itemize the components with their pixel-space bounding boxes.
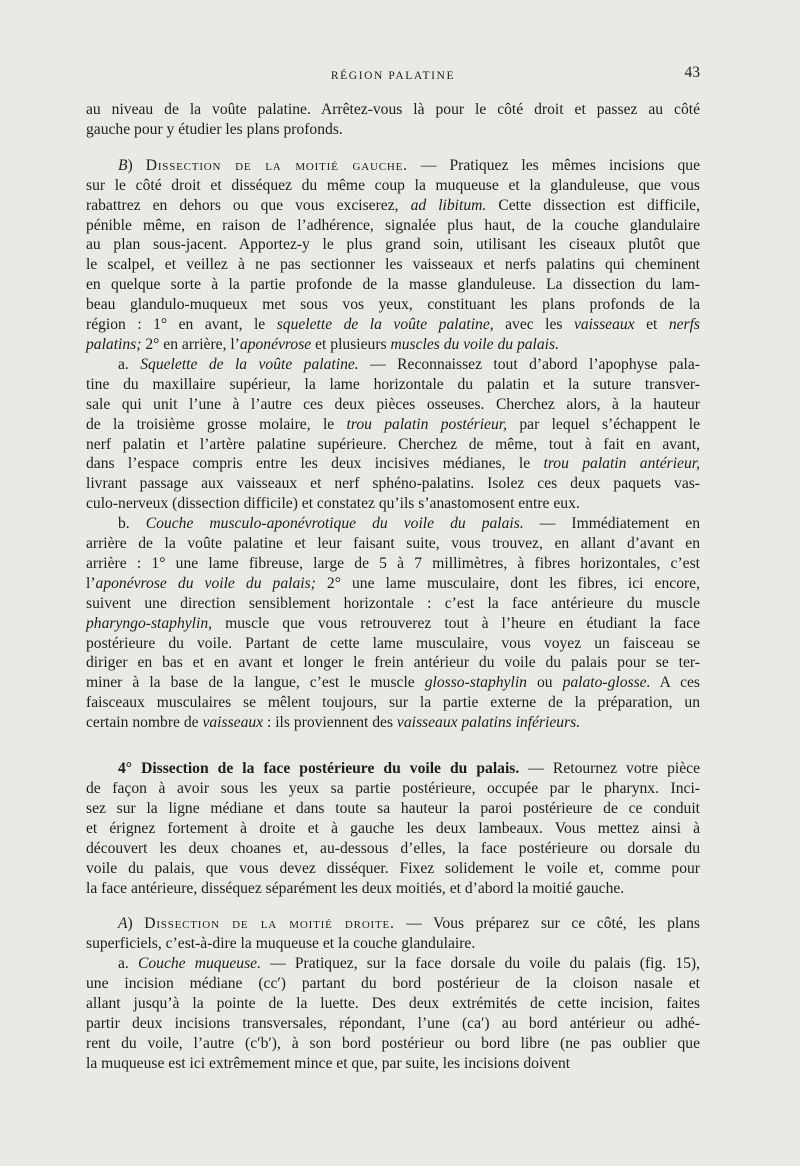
text-line bbox=[86, 819, 700, 839]
text-line bbox=[86, 454, 700, 474]
text-line bbox=[86, 779, 700, 799]
text-run: voile du palais, que vous devez disséquer. Fixez solidement le voile et, comme pour bbox=[86, 859, 700, 877]
italic-term: pharyngo-staphylin, bbox=[86, 614, 213, 632]
text-run: gauche pour y étudier les plans profonds. bbox=[86, 120, 343, 138]
text-line bbox=[86, 100, 700, 120]
text-line bbox=[86, 295, 700, 315]
italic-term: Couche muqueuse. bbox=[137, 955, 261, 973]
italic-term: Squelette de la voûte palatine. bbox=[140, 355, 359, 373]
text-line bbox=[86, 1054, 700, 1074]
text-run: sale qui unit l’une à l’autre ces deux pièces osseuses. Cherchez alors, à la hauteur bbox=[86, 395, 700, 413]
text-run: nerf palatin et l’artère palatine supérieure. Cherchez de même, tout à fait en avant, bbox=[86, 435, 700, 453]
page-header bbox=[86, 64, 700, 86]
text-line bbox=[86, 713, 700, 733]
text-run: dans l’espace compris entre les deux incisives médianes, le bbox=[86, 455, 544, 473]
text-run: livrant passage aux vaisseaux et nerf sphéno-palatins. Isolez ces deux paquets vas- bbox=[86, 475, 700, 493]
text-run: — Pratiquez, sur la face dorsale du voile du palais (fig. 15), bbox=[260, 955, 701, 973]
paragraph-spacing bbox=[86, 898, 700, 914]
text-run: de la troisième grosse molaire, le bbox=[86, 415, 347, 433]
text-run: Cette dissection est difficile, bbox=[486, 196, 701, 214]
text-run: culo-nerveux (dissection difficile) et constatez qu’ils s’anastomosent entre eux. bbox=[86, 495, 580, 513]
text-run: pénible même, en raison de l’adhérence, signalée plus haut, de la couche glandulaire bbox=[86, 216, 700, 234]
page-number: 43 bbox=[684, 64, 700, 81]
text-run: A ces bbox=[650, 674, 700, 692]
text-line bbox=[86, 355, 700, 375]
text-run: rent du voile, l’autre (c′b′), à son bord postérieur ou bord libre (ne pas oublier que bbox=[86, 1034, 700, 1052]
text-line bbox=[86, 494, 700, 514]
italic-term: trou palatin antérieur, bbox=[543, 455, 700, 473]
italic-term: palato-glosse. bbox=[562, 674, 651, 692]
text-line bbox=[86, 196, 700, 216]
text-line bbox=[86, 176, 700, 196]
text-run: la face antérieure, disséquez séparément les deux moitiés, et d’abord la moitié gauche. bbox=[86, 879, 625, 897]
text-line bbox=[86, 315, 700, 335]
text-line bbox=[86, 534, 700, 554]
text-line bbox=[86, 634, 700, 654]
italic-term: aponévrose bbox=[239, 335, 312, 353]
text-line bbox=[86, 759, 700, 779]
text-line bbox=[86, 914, 700, 934]
text-run: et bbox=[634, 316, 669, 334]
text-line bbox=[86, 879, 700, 899]
text-run: 2° en arrière, l’ bbox=[141, 335, 240, 353]
paragraph-spacing bbox=[86, 140, 700, 156]
text-run: beau glandulo-muqueux met sous vos yeux, constituant les plans profonds de la bbox=[86, 296, 700, 314]
text-line bbox=[86, 1034, 700, 1054]
section-heading: Dissection de la moitié gauche. bbox=[145, 156, 408, 174]
text-line bbox=[86, 673, 700, 693]
text-line bbox=[86, 435, 700, 455]
text-line bbox=[86, 614, 700, 634]
italic-term: glosso-staphylin bbox=[424, 674, 527, 692]
text-run: en quelque sorte à la partie profonde de la masse glanduleuse. La dissection du lam- bbox=[86, 276, 700, 294]
text-line bbox=[86, 255, 700, 275]
body-text bbox=[86, 100, 700, 1074]
italic-term: trou palatin postérieur, bbox=[346, 415, 508, 433]
text-run: certain nombre de bbox=[86, 714, 203, 732]
text-run: région : 1° en avant, le bbox=[86, 316, 277, 334]
text-run: diriger en bas et en avant et longer le frein antérieur du voile du palais pour se ter- bbox=[86, 654, 700, 672]
text-line bbox=[86, 375, 700, 395]
text-line bbox=[86, 415, 700, 435]
text-run: ou bbox=[526, 674, 563, 692]
italic-term: B bbox=[118, 156, 128, 174]
italic-term: muscles du voile du palais. bbox=[390, 335, 559, 353]
running-title: RÉGION PALATINE bbox=[330, 70, 456, 82]
text-line bbox=[86, 574, 700, 594]
text-line bbox=[86, 653, 700, 673]
text-run: ) bbox=[127, 156, 146, 174]
italic-term: nerfs bbox=[668, 316, 700, 334]
text-run: sur le côté droit et disséquez du même coup la muqueuse et la glanduleuse, que vous bbox=[86, 176, 700, 194]
bold-heading: 4° Dissection de la face postérieure du voile du palais. bbox=[118, 760, 520, 778]
section-heading: Dissection de la moitié droite. bbox=[144, 915, 395, 933]
text-run: au niveau de la voûte palatine. Arrêtez-vous là pour le côté droit et passez au côté bbox=[86, 101, 700, 118]
text-run: — Reconnaissez tout d’abord l’apophyse pala- bbox=[358, 355, 701, 373]
italic-term: squelette de la voûte palatine, bbox=[276, 316, 494, 334]
text-run: muscle que vous retrouverez tout à l’heure en étudiant la face bbox=[212, 614, 700, 632]
text-run: une incision médiane (cc′) partant du bord postérieur de la cloison nasale et bbox=[86, 975, 700, 993]
text-run: partir deux incisions transversales, répondant, l’une (ca′) au bord antérieur ou adhé- bbox=[86, 1014, 700, 1032]
italic-term: aponévrose du voile du palais; bbox=[95, 574, 316, 592]
text-run: découvert les deux choanes et, au-dessous d’elles, la face postérieure ou dorsale du bbox=[86, 839, 700, 857]
text-line bbox=[86, 594, 700, 614]
italic-term: vaisseaux bbox=[202, 714, 264, 732]
text-line bbox=[86, 235, 700, 255]
text-run: arrière : 1° une lame fibreuse, large de 5 à 7 millimètres, à fibres horizontales, c’est bbox=[86, 554, 700, 572]
text-run: tine du maxillaire supérieur, la lame horizontale du palatin et la suture transver- bbox=[86, 375, 700, 393]
text-line bbox=[86, 335, 700, 355]
text-run: et plusieurs bbox=[311, 335, 391, 353]
text-run: b. bbox=[118, 515, 146, 533]
text-line bbox=[86, 839, 700, 859]
text-run: le scalpel, et veillez à ne pas sectionner les vaisseaux et nerfs palatins qui cheminent bbox=[86, 256, 700, 274]
text-run: avec les bbox=[493, 316, 574, 334]
text-line bbox=[86, 275, 700, 295]
text-line bbox=[86, 120, 700, 140]
text-run: de façon à avoir sous les yeux sa partie postérieure, occupée par le pharynx. Inci- bbox=[86, 780, 700, 797]
text-run: — Retournez votre pièce bbox=[519, 760, 700, 778]
text-run: la muqueuse est ici extrêmement mince et que, par suite, les incisions doivent bbox=[86, 1054, 571, 1072]
text-run: : ils proviennent des bbox=[263, 714, 397, 732]
text-line bbox=[86, 156, 700, 176]
text-run: a. bbox=[118, 355, 141, 373]
text-run: arrière de la voûte palatine et leur faisant suite, vous trouvez, en allant d’avant en bbox=[86, 535, 700, 553]
text-run: — Vous préparez sur ce côté, les plans bbox=[394, 915, 700, 933]
text-run: postérieure du voile. Partant de cette lame musculaire, vous voyez un faisceau se bbox=[86, 634, 700, 652]
text-line bbox=[86, 395, 700, 415]
text-run: et érignez fortement à droite et à gauche les deux lambeaux. Vous mettez ainsi à bbox=[86, 819, 700, 837]
text-run: ) bbox=[127, 915, 145, 933]
italic-term: ad libitum. bbox=[410, 196, 487, 214]
text-line bbox=[86, 799, 700, 819]
text-run: a. bbox=[118, 955, 138, 973]
text-line bbox=[86, 954, 700, 974]
text-line bbox=[86, 693, 700, 713]
text-run: allant jusqu’à la pointe de la luette. Des deux extrémités de cette incision, faites bbox=[86, 995, 700, 1013]
text-run: l’ bbox=[86, 574, 96, 592]
text-run: faisceaux musculaires se mêlent toujours, sur la partie externe de la préparation, un bbox=[86, 694, 700, 712]
italic-term: vaisseaux palatins inférieurs. bbox=[396, 714, 581, 732]
text-line bbox=[86, 514, 700, 534]
text-line bbox=[86, 934, 700, 954]
text-line bbox=[86, 859, 700, 879]
text-line bbox=[86, 994, 700, 1014]
text-run: sez sur la ligne médiane et dans toute sa hauteur la paroi postérieure de ce conduit bbox=[86, 799, 700, 817]
paragraph-spacing bbox=[86, 733, 700, 759]
text-run: — Immédiatement en bbox=[523, 515, 700, 533]
italic-term: vaisseaux bbox=[573, 316, 635, 334]
text-run: — Pratiquez les mêmes incisions que bbox=[407, 156, 700, 174]
text-run: par lequel s’échappent le bbox=[507, 415, 701, 433]
text-run: miner à la base de la langue, c’est le muscle bbox=[86, 674, 425, 692]
text-line bbox=[86, 1014, 700, 1034]
text-run: rabattrez en dehors ou que vous exciserez, bbox=[86, 196, 411, 214]
text-line bbox=[86, 216, 700, 236]
text-run: superficiels, c’est-à-dire la muqueuse et la couche glandulaire. bbox=[86, 935, 476, 953]
text-run: au plan sous-jacent. Apportez-y le plus grand soin, utilisant les ciseaux plutôt que bbox=[86, 236, 700, 254]
italic-term: palatins; bbox=[86, 335, 142, 353]
italic-term: A bbox=[118, 915, 128, 933]
text-line bbox=[86, 974, 700, 994]
text-line bbox=[86, 554, 700, 574]
text-line bbox=[86, 474, 700, 494]
italic-term: Couche musculo-aponévrotique du voile du palais. bbox=[145, 515, 524, 533]
text-run: suivent une direction sensiblement horizontale : c’est la face antérieure du muscle bbox=[86, 594, 700, 612]
text-run: 2° une lame musculaire, dont les fibres, ici encore, bbox=[315, 574, 701, 592]
